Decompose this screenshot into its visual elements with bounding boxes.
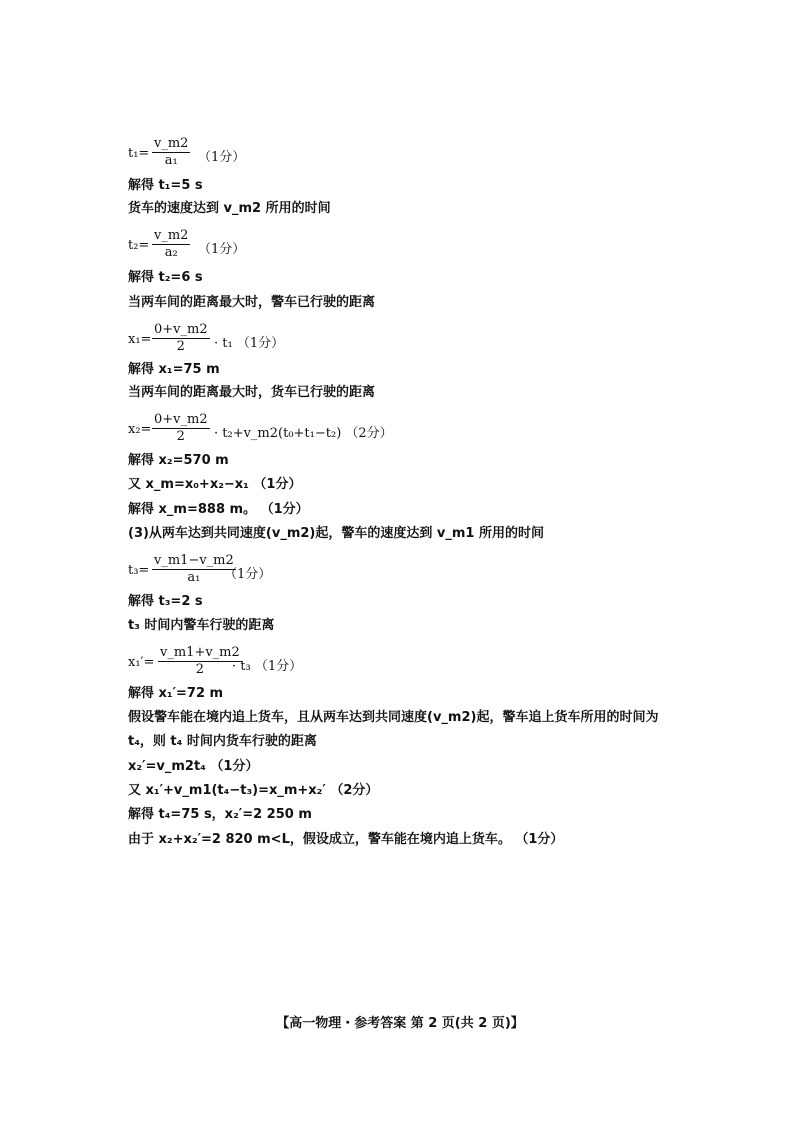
fraction-numerator: v_m2 (154, 136, 189, 151)
result-t3: 解得 t₃=2 s (128, 594, 203, 609)
fraction (152, 322, 210, 355)
assumption-line-2: t₄，则 t₄ 时间内货车行驶的距离 (128, 734, 317, 749)
text-freight-time: 货车的速度达到 v_m2 所用的时间 (128, 201, 331, 216)
fraction-numerator: v_m2 (154, 228, 189, 243)
assumption-line-1: 假设警车能在境内追上货车，且从两车达到共同速度(v_m2)起，警车追上货车所用的时间为 (128, 710, 659, 725)
fraction-denominator: a₁ (164, 153, 178, 168)
fraction (152, 228, 190, 261)
fraction-denominator: a₁ (187, 570, 201, 585)
equation-lhs: t₃= (128, 563, 150, 578)
text-freight-distance: 当两车间的距离最大时，货车已行驶的距离 (128, 385, 376, 400)
fraction-numerator: v_m1−v_m2 (154, 553, 234, 568)
equation-rest: （1分） (224, 567, 272, 582)
equation-lhs: x₁= (128, 332, 152, 347)
fraction-denominator: 2 (176, 339, 185, 354)
text-police-distance: 当两车间的距离最大时，警车已行驶的距离 (128, 295, 376, 310)
fraction-denominator: 2 (195, 662, 205, 677)
fraction (152, 136, 190, 169)
equation-lhs: x₁′= (128, 655, 155, 670)
fraction (152, 412, 210, 445)
text-t3-distance: t₃ 时间内警车行驶的距离 (128, 618, 275, 633)
equation-rest: · t₃ （1分） (232, 659, 303, 674)
fraction (158, 645, 242, 678)
fraction-denominator: a₂ (164, 245, 178, 260)
result-x2: 解得 x₂=570 m (128, 453, 229, 468)
equation-catch-up: 又 x₁′+v_m1(t₄−t₃)=x_m+x₂′ （2分） (128, 783, 379, 798)
equation-rest: （1分） (198, 242, 246, 257)
part3-heading: (3)从两车达到共同速度(v_m2)起，警车的速度达到 v_m1 所用的时间 (128, 526, 544, 541)
result-x1: 解得 x₁=75 m (128, 362, 220, 377)
conclusion: 由于 x₂+x₂′=2 820 m<L，假设成立，警车能在境内追上货车。 （1分） (128, 832, 564, 847)
result-x1-prime: 解得 x₁′=72 m (128, 686, 224, 701)
equation-x2-prime: x₂′=v_m2t₄ （1分） (128, 759, 259, 774)
result-t4: 解得 t₄=75 s，x₂′=2 250 m (128, 807, 312, 822)
equation-rest: · t₁ （1分） (214, 336, 285, 351)
result-t2: 解得 t₂=6 s (128, 270, 203, 285)
equation-lhs: x₂= (128, 422, 152, 437)
fraction-numerator: 0+v_m2 (154, 412, 208, 427)
fraction-numerator: v_m1+v_m2 (160, 645, 240, 660)
equation-lhs: t₁= (128, 146, 150, 161)
equation-rest: · t₂+v_m2(t₀+t₁−t₂) （2分） (214, 426, 393, 441)
equation-xm: 又 x_m=x₀+x₂−x₁ （1分） (128, 477, 302, 492)
fraction-numerator: 0+v_m2 (154, 322, 208, 337)
result-xm: 解得 x_m=888 m。 （1分） (128, 502, 309, 517)
result-t1: 解得 t₁=5 s (128, 178, 203, 193)
page-footer: 【高一物理・参考答案 第 2 页(共 2 页)】 (276, 1016, 524, 1031)
equation-lhs: t₂= (128, 238, 150, 253)
fraction-denominator: 2 (176, 429, 185, 444)
equation-rest: （1分） (198, 150, 246, 165)
